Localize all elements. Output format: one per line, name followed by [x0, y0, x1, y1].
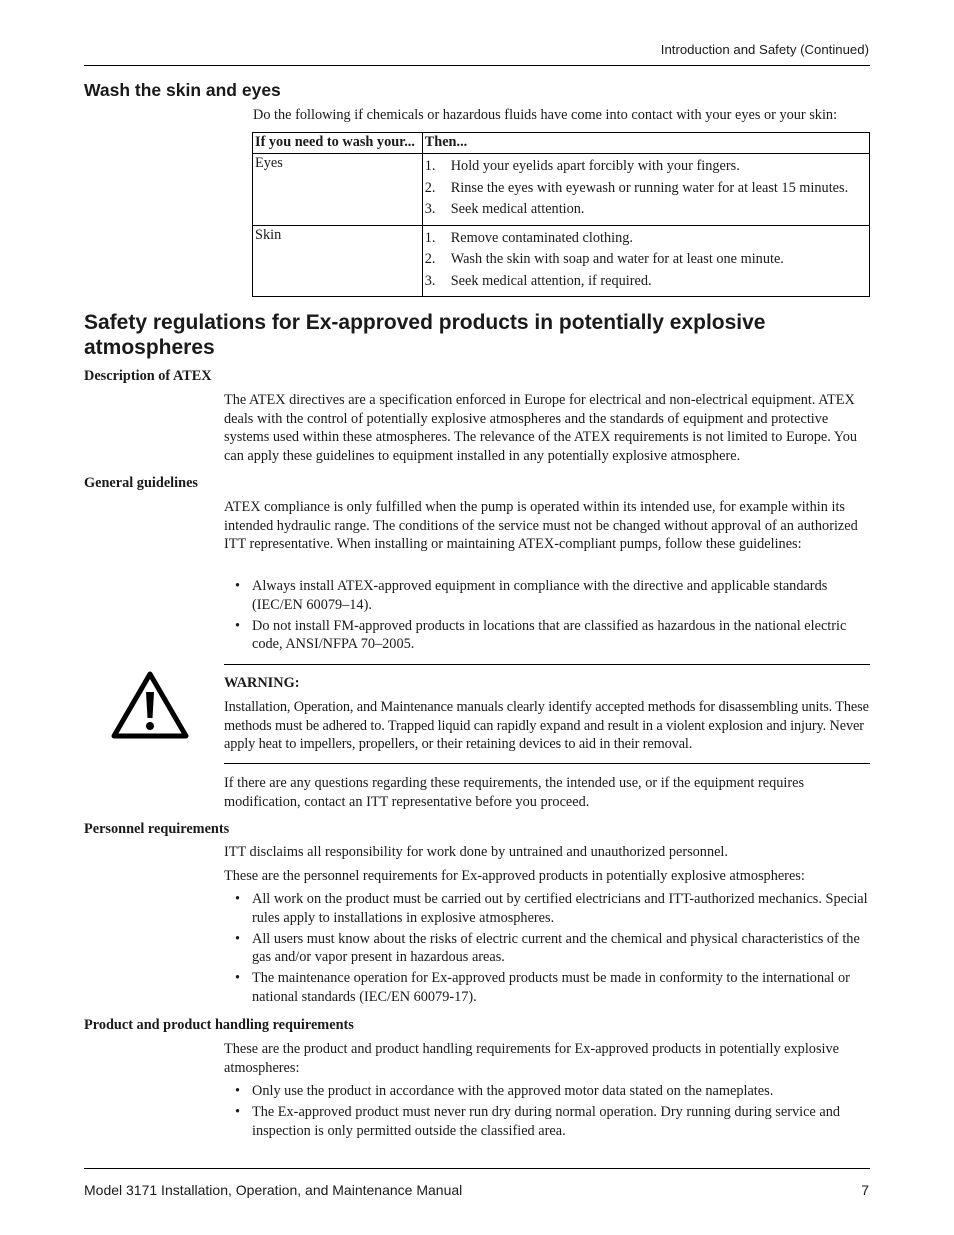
bullet: • — [235, 617, 241, 634]
page-number: 7 — [861, 1182, 869, 1198]
personnel-paragraph-2: These are the personnel requirements for Ex-approved products in potentially explosive atmospheres: — [224, 868, 805, 884]
subheading-guidelines: General guidelines — [84, 475, 198, 491]
list-item: 2. Rinse the eyes with eyewash or running water for at least 15 minutes. — [424, 179, 849, 196]
bullet: • — [235, 1083, 241, 1099]
table-header-cell: If you need to wash your... — [253, 133, 423, 154]
guidelines-list — [224, 577, 870, 656]
header-rule — [84, 65, 870, 66]
list-item: 2. Wash the skin with soap and water for at least one minute. — [424, 251, 784, 267]
warning-label: WARNING: — [224, 675, 300, 691]
wash-table-wrap — [252, 132, 870, 297]
list-item: 1. Remove contaminated clothing. — [424, 229, 633, 246]
product-paragraph: These are the product and product handling requirements for Ex-approved products in potentially explosive atmospheres: — [224, 1041, 839, 1076]
list-item: 3. Seek medical attention, if required. — [424, 272, 652, 289]
section-heading-wash: Wash the skin and eyes — [84, 80, 281, 100]
bullet: • — [235, 930, 241, 947]
warning-top-rule — [224, 664, 870, 665]
list-item: • The maintenance operation for Ex-approved products must be made in conformity to the international or national standards (IEC/EN 60079-17). — [235, 970, 850, 1005]
list-item: • Do not install FM-approved products in locations that are classified as hazardous in the national electric code, ANSI/NFPA 70–2005. — [235, 617, 847, 653]
product-list — [224, 1082, 870, 1143]
list-item: • The Ex-approved product must never run dry during normal operation. Dry running during service and inspection is only permitted outside the classified area. — [235, 1104, 840, 1139]
bullet: • — [235, 578, 241, 594]
table-cell-steps — [422, 225, 869, 297]
wash-table — [252, 132, 870, 297]
personnel-list — [224, 890, 870, 1009]
guidelines-paragraph: ATEX compliance is only fulfilled when the pump is operated within its intended use, for example within its intended hydraulic range. The conditions of the service must not be changed without approval of an authorized ITT representative. When installing or maintaining ATEX-compliant pumps, follow these guidelines: — [224, 499, 858, 553]
list-item: 1. Hold your eyelids apart forcibly with your fingers. — [424, 158, 740, 174]
warning-triangle-icon — [110, 670, 190, 740]
list-item: • All users must know about the risks of electric current and the chemical and physical characteristics of the gas and/or vapor present in hazardous areas. — [235, 930, 860, 966]
table-cell-label: Skin — [253, 225, 423, 297]
subheading-personnel: Personnel requirements — [84, 821, 230, 837]
subheading-product: Product and product handling requirements — [84, 1017, 354, 1033]
bullet: • — [235, 891, 241, 907]
warning-bottom-rule — [224, 763, 870, 764]
wash-intro: Do the following if chemicals or hazardous fluids have come into contact with your eyes or your skin: — [253, 107, 838, 123]
personnel-paragraph-1: ITT disclaims all responsibility for work done by untrained and unauthorized personnel. — [224, 844, 728, 860]
table-row — [253, 225, 870, 297]
atex-paragraph: The ATEX directives are a specification enforced in Europe for electrical and non-electrical equipment. ATEX deals with the control of potentially explosive atmospheres and the standards of equipment and protective systems used within these atmospheres. The relevance of the ATEX requirements is not limited to Europe. You can apply these guidelines to equipment installed in any potentially explosive atmosphere. — [224, 392, 858, 464]
footer-manual-title: Model 3171 Installation, Operation, and Maintenance Manual — [84, 1182, 463, 1198]
table-cell-steps — [422, 154, 869, 226]
warning-text: Installation, Operation, and Maintenance manuals clearly identify accepted methods for disassembling units. These methods must be adhered to. Trapped liquid can rapidly expand and result in a violent explosion and injury. Never apply heat to impellers, propellers, or their retaining devices to aid in their removal. — [224, 699, 869, 753]
list-item: 3. Seek medical attention. — [424, 201, 585, 217]
footer-rule — [84, 1168, 870, 1169]
list-item: • All work on the product must be carried out by certified electricians and ITT-authorized mechanics. Special rules apply to installations in explosive atmospheres. — [235, 891, 868, 926]
list-item: • Always install ATEX-approved equipment in compliance with the directive and applicable standards (IEC/EN 60079–14). — [235, 578, 828, 613]
table-row — [253, 154, 870, 226]
list-item: • Only use the product in accordance with the approved motor data stated on the nameplates. — [235, 1083, 774, 1099]
subheading-atex: Description of ATEX — [84, 368, 212, 384]
table-cell-label: Eyes — [253, 154, 423, 226]
section-heading-safety — [84, 310, 765, 360]
table-header-row — [253, 133, 870, 154]
bullet: • — [235, 1104, 241, 1121]
heading-line: Safety regulations for Ex-approved products in potentially explosive — [84, 311, 766, 334]
heading-line: atmospheres — [84, 336, 215, 359]
table-header-cell: Then... — [422, 133, 869, 154]
questions-paragraph: If there are any questions regarding these requirements, the intended use, or if the equipment requires modification, contact an ITT representative before you proceed. — [224, 775, 805, 810]
bullet: • — [235, 970, 241, 987]
running-header: Introduction and Safety (Continued) — [660, 42, 869, 57]
